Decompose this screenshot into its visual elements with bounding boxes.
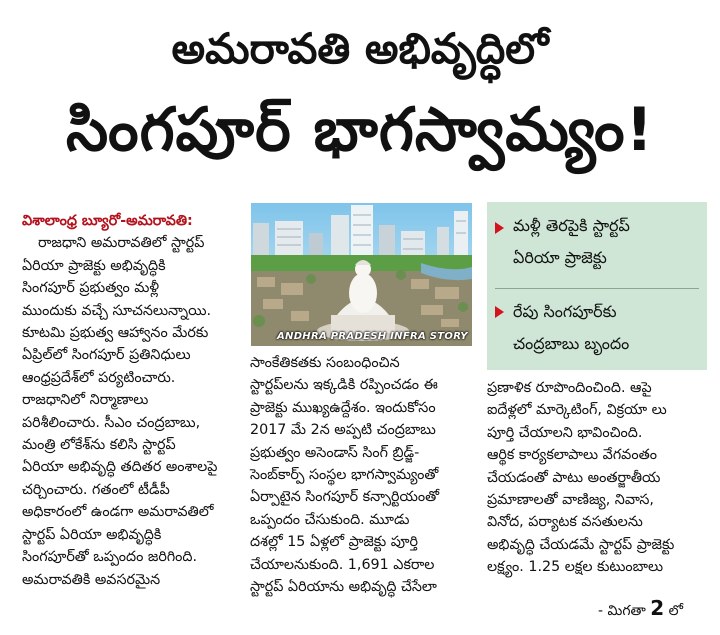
highlight-line: మళ్లీ తెరపైకి స్టార్టప్ [513,216,630,235]
article-line: 2017 మే 2న అప్పటి చంద్రబాబు [250,422,436,439]
triangle-bullet-icon [495,306,504,318]
article-line: ముందుకు వచ్చే సూచనలున్నాయి. [22,302,212,319]
article-line: ప్రాజెక్టు ముఖ్యఉద్దేశం. ఇందుకోసం [250,399,436,416]
article-line: ప్రభుత్వం అసెండాస్ సింగ్ బ్రిడ్జ్- [250,444,420,461]
continued-on-page [598,596,683,623]
highlight-line: ఏరియా ప్రాజెక్టు [513,248,607,267]
article-line: సింగపూర్‌తో ఒప్పందం జరిగింది. [22,549,198,566]
continued-prefix: - మిగతా [598,603,646,619]
article-photo [251,203,472,346]
article-line: అధికారంలో ఉండగా అమరావతిలో [22,504,214,521]
continued-page-number: 2 [650,596,665,620]
amaravati-illustration [251,203,472,346]
article-line: చేయాలనుకుంది. 1,691 ఎకరాల [250,556,435,573]
article-line: ఏరియా అభివృద్ధి తదితర అంశాలపై [22,459,218,476]
highlight-divider [495,288,699,289]
article-line: ఏర్పాటైన సింగపూర్ కన్సార్టియంతో [250,489,440,506]
article-line: దశల్లో 15 ఏళ్లలో ప్రాజెక్టు పూర్తి [250,534,418,551]
photo-caption: ANDHRA PRADESH INFRA STORY [277,331,468,342]
highlight-line: చంద్రబాబు బృందం [513,334,630,353]
article-column-1 [22,210,244,591]
article-line: స్టార్టప్ ఏరియా అభివృద్ధికి [22,526,162,543]
triangle-bullet-icon [495,222,504,234]
article-line: స్టార్టప్‌లను ఇక్కడికి రప్పించడం ఈ [250,377,438,394]
article-line: ప్రమాణాలతో వాణిజ్య, నివాస, [487,492,654,509]
article-line: లక్ష్యం. 1.25 లక్షల కుటుంబాలు [487,559,664,576]
article-line: పరిశీలించారు. సీఎం చంద్రబాబు, [22,414,201,431]
article-line: చర్చించారు. గతంలో టీడీపీ [22,481,170,498]
article-line: అభివృద్ధి చేయడమే స్టార్టప్ ప్రాజెక్టు [487,536,675,553]
article-line: ఆర్థిక కార్యకలాపాలు వేగవంతం [487,447,657,464]
article-column-2 [250,352,472,598]
article-line: సాంకేతికతకు సంబంధించిన [250,355,400,371]
article-line: రాజధానిలో నిర్మాణాలు [22,392,149,409]
article-line: స్టార్టప్ ఏరియాను అభివృద్ధి చేసేలా [250,579,437,596]
headline-kicker: అమరావతి అభివృద్ధిలో [171,24,549,73]
article-line: ఒప్పందం చేసుకుంది. మూడు [250,511,410,528]
article-byline: విశాలాంధ్ర బ్యూరో-అమరావతి: [22,213,193,229]
article-line: ఐదేళ్లలో మార్కెటింగ్, విక్రయా లు [487,402,667,419]
article-line: మంత్రి లోకేశ్‌ను కలిసి స్టార్టప్ [22,437,176,454]
article-line: ఏరియా ప్రాజెక్టు అభివృద్ధికి [22,257,166,274]
article-line: ఆంధ్రప్రదేశ్‌లో పర్యటించారు. [22,369,176,386]
article-line: ప్రణాళిక రూపొందించింది. ఆపై [487,380,652,396]
article-column-3 [487,377,709,579]
article-line: సెంబ్‌కార్ప్ సంస్థల భాగస్వామ్యంతో [250,467,439,484]
highlight-line: రేపు సింగపూర్‌కు [513,302,617,321]
article-line: ఏప్రిల్‌లో సింగపూర్ ప్రతినిధులు [22,347,191,364]
article-line: రాజధాని అమరావతిలో స్టార్టప్ [38,235,205,252]
headline-title: సింగపూర్ భాగస్వామ్యం! [66,95,654,165]
article-line: పూర్తి చేయాలని భావించింది. [487,424,643,441]
article-line: సింగపూర్ ప్రభుత్వం మళ్లీ [22,280,160,297]
highlights-box [487,202,707,370]
article-line: కూటమి ప్రభుత్వ ఆహ్వానం మేరకు [22,325,209,342]
continued-suffix: లో [668,603,684,619]
article-line: వినోద, పర్యాటక వసతులను [487,514,643,531]
article-line: చేయడంతో పాటు అంతర్జాతీయ [487,469,661,486]
article-line: అమరావతికి అవసరమైన [22,571,161,588]
